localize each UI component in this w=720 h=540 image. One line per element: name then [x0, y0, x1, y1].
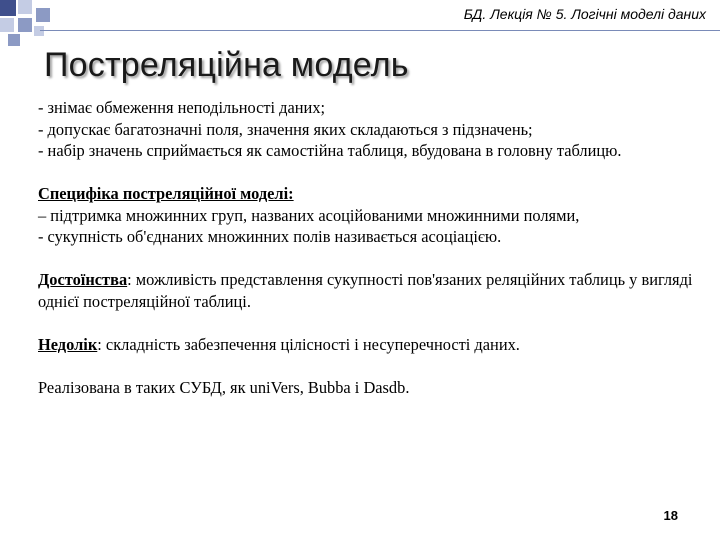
specifics-line: - сукупність об'єднаних множинних полів називається асоціацією.	[38, 227, 502, 246]
intro-line: - набір значень сприймається як самостійна таблиця, вбудована в головну таблицю.	[38, 141, 622, 160]
header-rule	[40, 30, 720, 31]
slide-content	[38, 97, 698, 398]
implemented-line: Реалізована в таких СУБД, як uniVers, Bubba і Dasdb.	[38, 377, 410, 397]
intro-line: - допускає багатозначні поля, значення яких складаються з підзначень;	[38, 119, 533, 139]
specifics-heading: Специфіка постреляційної моделі:	[38, 184, 294, 203]
page-number: 18	[663, 508, 678, 523]
advantages-heading: Достоїнства	[38, 270, 128, 289]
intro-line: - знімає обмеження неподільності даних;	[38, 98, 326, 117]
specifics-line: – підтримка множинних груп, названих асоційованими множинними полями,	[38, 205, 580, 225]
advantages-text: : можливість представлення сукупності пов'язаних реляційних таблиць у вигляді однієї постреляційної таблиці.	[38, 270, 693, 311]
page-title: Постреляційна модель	[44, 46, 409, 84]
lecture-header: БД. Лекція № 5. Логічні моделі даних	[463, 6, 706, 22]
drawback-text: : складність забезпечення цілісності і несуперечності даних.	[97, 334, 520, 354]
drawback-heading: Недолік	[38, 334, 98, 354]
drawback-paragraph	[38, 334, 698, 356]
advantages-paragraph	[38, 269, 698, 312]
